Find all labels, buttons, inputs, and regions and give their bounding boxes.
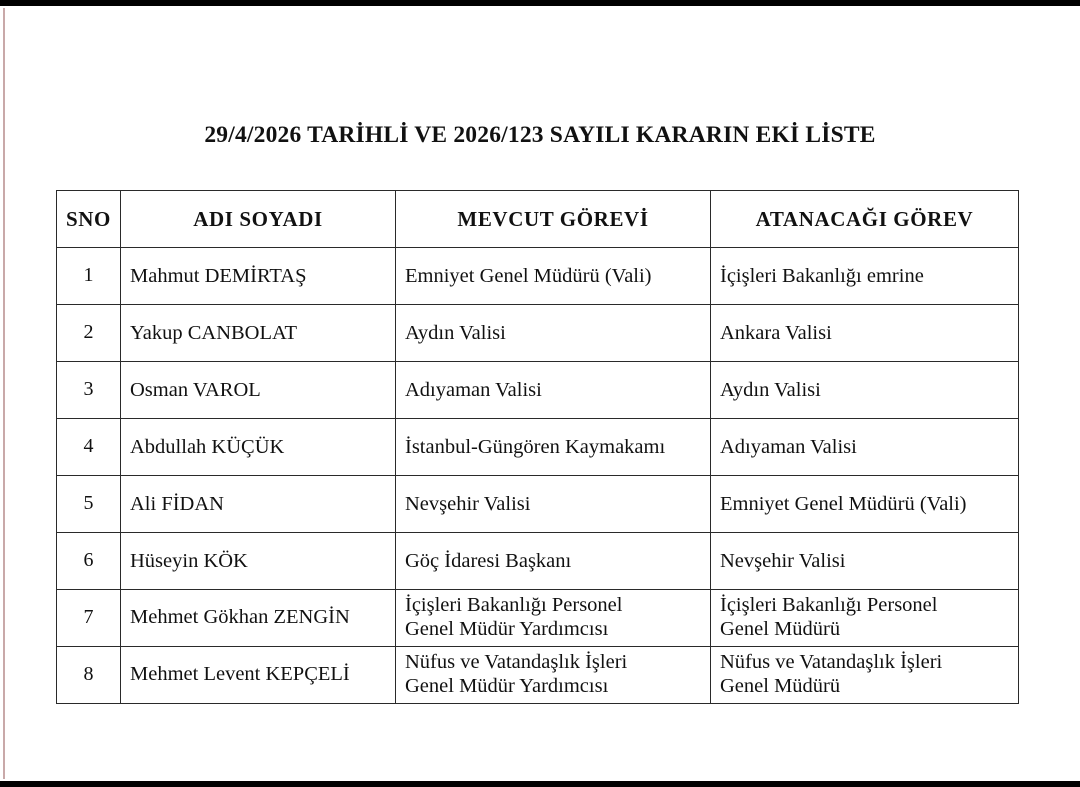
column-header-name: ADI SOYADI <box>121 191 396 248</box>
cell-sno: 4 <box>57 419 121 476</box>
cell-new-duty-line2: Genel Müdürü <box>720 675 841 697</box>
cell-sno: 2 <box>57 305 121 362</box>
table-body <box>57 248 1019 704</box>
cell-name: Ali FİDAN <box>121 476 396 533</box>
cell-current-duty-line2: Genel Müdür Yardımcısı <box>405 618 609 640</box>
cell-sno: 6 <box>57 533 121 590</box>
cell-new-duty: İçişleri Bakanlığı emrine <box>711 248 1019 305</box>
cell-current-duty: Nevşehir Valisi <box>396 476 711 533</box>
cell-name: Abdullah KÜÇÜK <box>121 419 396 476</box>
cell-new-duty: Adıyaman Valisi <box>711 419 1019 476</box>
column-header-sno: SNO <box>57 191 121 248</box>
table-row <box>57 305 1019 362</box>
cell-new-duty-line2: Genel Müdürü <box>720 618 841 640</box>
table-row <box>57 248 1019 305</box>
table-row <box>57 419 1019 476</box>
cell-sno: 5 <box>57 476 121 533</box>
cell-new-duty <box>711 590 1019 647</box>
table-row <box>57 647 1019 704</box>
table-row <box>57 590 1019 647</box>
cell-sno: 7 <box>57 590 121 647</box>
table-header-row <box>57 191 1019 248</box>
cell-new-duty: Nevşehir Valisi <box>711 533 1019 590</box>
cell-current-duty: Göç İdaresi Başkanı <box>396 533 711 590</box>
cell-current-duty-line1: İçişleri Bakanlığı Personel <box>405 594 623 617</box>
cell-current-duty-line2: Genel Müdür Yardımcısı <box>405 675 609 697</box>
cell-name: Mehmet Levent KEPÇELİ <box>121 647 396 704</box>
appointment-list-table <box>56 190 1019 704</box>
cell-current-duty <box>396 590 711 647</box>
table-row <box>57 476 1019 533</box>
page-title: 29/4/2026 TARİHLİ VE 2026/123 SAYILI KARARIN EKİ LİSTE <box>204 122 876 148</box>
cell-current-duty: Aydın Valisi <box>396 305 711 362</box>
cell-new-duty: Ankara Valisi <box>711 305 1019 362</box>
cell-name: Hüseyin KÖK <box>121 533 396 590</box>
cell-sno: 8 <box>57 647 121 704</box>
scan-band-top <box>0 0 1080 6</box>
cell-name: Mahmut DEMİRTAŞ <box>121 248 396 305</box>
scan-band-bottom <box>0 781 1080 787</box>
table-header <box>57 191 1019 248</box>
cell-current-duty: Adıyaman Valisi <box>396 362 711 419</box>
column-header-new: ATANACAĞI GÖREV <box>711 191 1019 248</box>
cell-new-duty: Aydın Valisi <box>711 362 1019 419</box>
column-header-current: MEVCUT GÖREVİ <box>396 191 711 248</box>
cell-new-duty-line1: Nüfus ve Vatandaşlık İşleri <box>720 651 943 674</box>
cell-current-duty: İstanbul-Güngören Kaymakamı <box>396 419 711 476</box>
table-row <box>57 362 1019 419</box>
cell-name: Mehmet Gökhan ZENGİN <box>121 590 396 647</box>
cell-name: Yakup CANBOLAT <box>121 305 396 362</box>
cell-new-duty-line1: İçişleri Bakanlığı Personel <box>720 594 938 617</box>
table-row <box>57 533 1019 590</box>
cell-sno: 3 <box>57 362 121 419</box>
cell-current-duty: Emniyet Genel Müdürü (Vali) <box>396 248 711 305</box>
cell-new-duty: Emniyet Genel Müdürü (Vali) <box>711 476 1019 533</box>
cell-new-duty <box>711 647 1019 704</box>
cell-name: Osman VAROL <box>121 362 396 419</box>
cell-current-duty-line1: Nüfus ve Vatandaşlık İşleri <box>405 651 628 674</box>
cell-current-duty <box>396 647 711 704</box>
cell-sno: 1 <box>57 248 121 305</box>
